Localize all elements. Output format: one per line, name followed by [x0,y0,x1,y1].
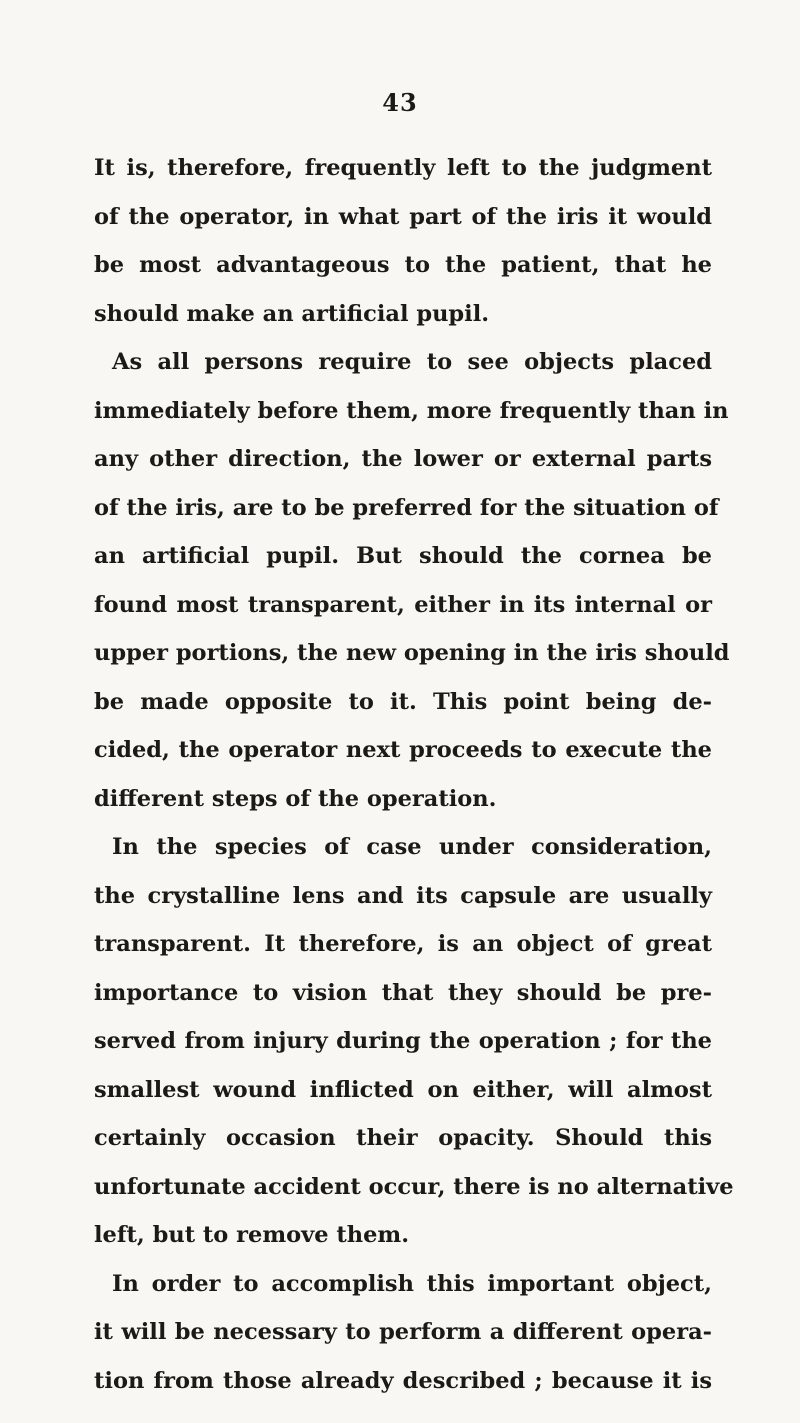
text-line: should make an artificial pupil. [94,300,490,327]
text-line: In order to accomplish this important object, [112,1270,712,1297]
text-line: upper portions, the new opening in the iris should [94,640,730,666]
text-line: importance to vision that they should be pre- [94,979,712,1006]
text-line: of the iris, are to be preferred for the situation of [94,494,719,521]
text-line: of the operator, in what part of the iris it would [94,203,712,230]
text-line: found most transparent, either in its internal or [94,591,712,618]
text-line: As all persons require to see objects placed [112,349,712,375]
text-line: be most advantageous to the patient, that he [94,252,712,278]
text-line: cided, the operator next proceeds to execute the [94,737,712,763]
text-line: tion from those already described ; because it is [94,1367,712,1394]
text-line: an artificial pupil. But should the cornea be [94,543,712,569]
text-line: be made opposite to it. This point being de- [94,688,712,715]
text-line: In the species of case under consideration, [112,834,712,860]
text-line: served from injury during the operation ; for the [94,1028,712,1054]
text-line: any other direction, the lower or external parts [94,446,712,472]
text-line: smallest wound inflicted on either, will almost [94,1076,712,1103]
text-line: different steps of the operation. [94,785,497,812]
text-line: unfortunate accident occur, there is no alternative [94,1173,734,1200]
text-line: left, but to remove them. [94,1222,410,1248]
text-line: It is, therefore, frequently left to the judgment [94,155,712,181]
text-line: immediately before them, more frequently than in [94,397,729,424]
text-line: the crystalline lens and its capsule are usually [94,882,712,909]
page-number: 43 [382,88,418,117]
text-line: transparent. It therefore, is an object of great [94,931,712,957]
body-text [94,148,734,1409]
text-line: it will be necessary to perform a different opera- [94,1319,712,1345]
text-line: certainly occasion their opacity. Should this [94,1125,712,1151]
